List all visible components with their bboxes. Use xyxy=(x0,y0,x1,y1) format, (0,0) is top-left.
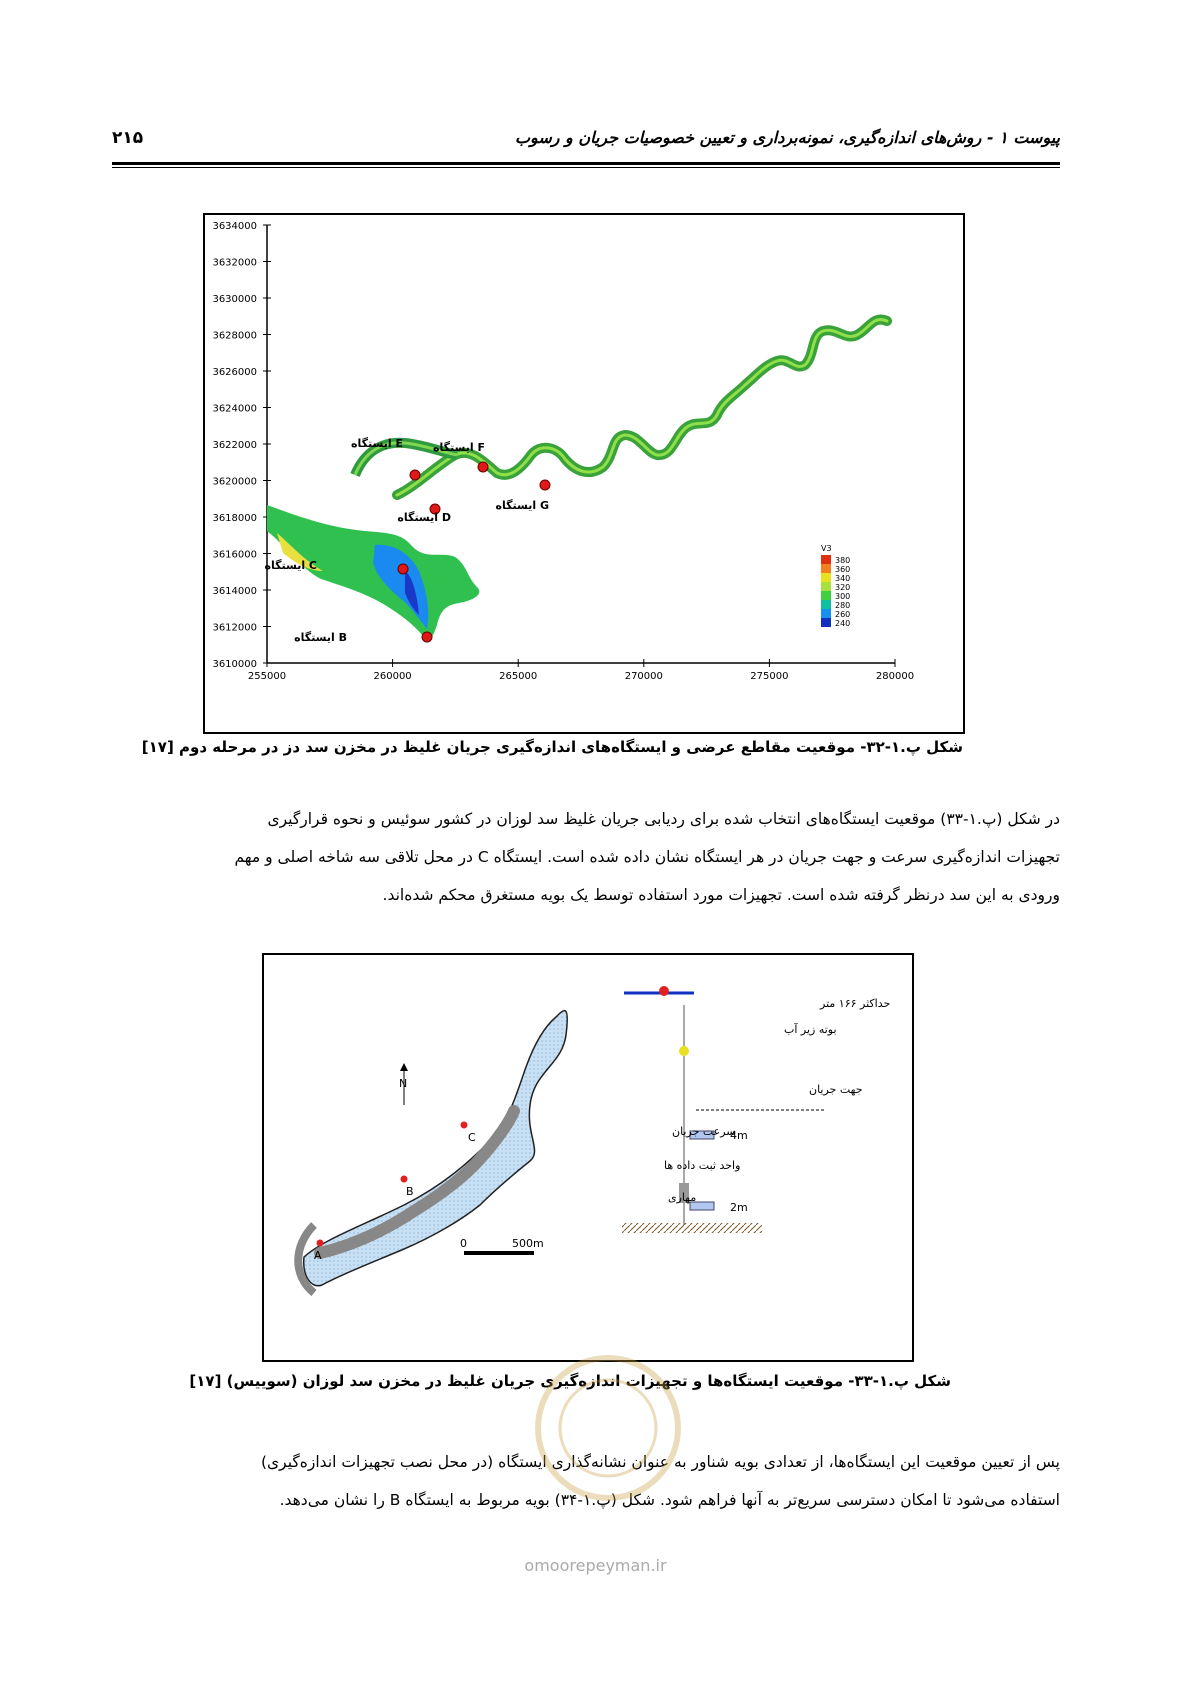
y-tick-label: 3626000 xyxy=(212,367,257,378)
legend-value: 360 xyxy=(835,565,851,574)
station-marker-e xyxy=(410,470,420,480)
figure-dez-reservoir-map xyxy=(203,213,965,734)
station-label-d: D ایستگاه xyxy=(397,511,451,524)
y-tick-label: 3616000 xyxy=(212,549,257,561)
paragraph-2-line-1: پس از تعیین موقعیت این ایستگاه‌ها، از تعدادی بویه شناور به عنوان نشانه‌گذاری ایستگاه (در محل نصب تجهیزات اندازه‌گیری) xyxy=(260,1453,1060,1471)
legend-swatch xyxy=(821,564,831,573)
legend-value: 300 xyxy=(835,592,851,601)
station-marker-c xyxy=(461,1122,468,1129)
legend-swatch xyxy=(821,582,831,591)
paragraph-1-line-2: تجهیزات اندازه‌گیری سرعت و جهت جریان در هر ایستگاه نشان داده شده است. ایستگاه C در محل تلاقی سه شاخه اصلی و مهم xyxy=(234,848,1060,866)
paragraph-1 xyxy=(112,800,1060,914)
x-tick-label: 270000 xyxy=(624,671,663,682)
legend-value: 320 xyxy=(835,583,851,592)
y-tick-label: 3612000 xyxy=(212,622,257,634)
y-tick-label: 3630000 xyxy=(212,294,257,305)
depth-4m: 4m xyxy=(730,1129,748,1142)
legend-value: 380 xyxy=(835,556,851,565)
station-label-f: F ایستگاه xyxy=(433,441,485,454)
header-rule-thin xyxy=(112,167,1060,168)
mooring-labels xyxy=(664,997,890,1204)
page-number: ۲۱۵ xyxy=(112,128,144,148)
legend-value: 280 xyxy=(835,601,851,610)
logger-label: واحد ثبت داده ها xyxy=(664,1159,741,1172)
station-label-c: C xyxy=(468,1131,476,1144)
station-marker-b xyxy=(401,1176,408,1183)
y-tick-label: 3634000 xyxy=(212,221,257,232)
station-label-c: C ایستگاه xyxy=(264,559,317,572)
anchor-label: مهاری xyxy=(668,1191,697,1204)
running-title: پیوست ۱ - روش‌های اندازه‌گیری، نمونه‌برداری و تعیین خصوصیات جریان و رسوب xyxy=(514,128,1060,147)
lugano-diagram-svg xyxy=(264,955,912,1360)
paragraph-2-line-2: استفاده می‌شود تا امکان دسترسی سریع‌تر به آنها فراهم شود. شکل (پ.۱-۳۴) بویه مربوط به ایستگاه B را نشان می‌دهد. xyxy=(279,1491,1060,1509)
reservoir-body xyxy=(267,505,479,641)
figure-lugano-stations xyxy=(262,953,914,1362)
surface-buoy xyxy=(659,986,669,996)
y-tick-label: 3622000 xyxy=(212,440,257,451)
watermark-seal xyxy=(528,1348,688,1508)
buoy-label: بوته زیر آب xyxy=(784,1023,837,1036)
station-label-g: G ایستگاه xyxy=(495,499,549,512)
y-tick-label: 3610000 xyxy=(212,659,257,670)
y-tick-label: 3618000 xyxy=(212,513,257,524)
river-channel-core xyxy=(397,320,887,495)
paragraph-1-line-1: در شکل (پ.۱-۳۳) موقعیت ایستگاه‌های انتخاب شده برای ردیابی جریان غلیظ سد لوزان در کشور سوئیس و نحوه قرارگیری xyxy=(267,810,1060,828)
color-legend xyxy=(821,544,850,628)
station-label-a: A xyxy=(314,1249,322,1262)
y-tick-label: 3620000 xyxy=(212,476,257,488)
x-tick-label: 260000 xyxy=(373,671,412,682)
lake-bed xyxy=(622,1223,762,1233)
legend-swatch xyxy=(821,555,831,564)
legend-swatch xyxy=(821,618,831,627)
legend-swatch xyxy=(821,573,831,582)
y-axis-ticks xyxy=(212,221,271,670)
legend-title: V3 xyxy=(821,544,832,553)
x-tick-label: 280000 xyxy=(875,671,915,682)
y-tick-label: 3624000 xyxy=(212,403,257,415)
paragraph-1-line-3: ورودی به این سد درنظر گرفته شده است. تجهیزات مورد استفاده توسط یک بویه مستغرق محکم شده‌اند. xyxy=(382,886,1060,904)
scale-length: 500m xyxy=(512,1237,544,1250)
station-marker-g xyxy=(540,480,550,490)
station-label-b: B ایستگاه xyxy=(294,631,347,644)
legend-value: 240 xyxy=(835,619,851,628)
legend-swatch xyxy=(821,600,831,609)
header-rule-thick xyxy=(112,162,1060,165)
y-tick-label: 3628000 xyxy=(212,330,257,342)
legend-swatch xyxy=(821,591,831,600)
flow-direction-label: جهت جریان xyxy=(809,1083,863,1096)
north-arrow xyxy=(399,1063,408,1105)
scale-zero: 0 xyxy=(460,1237,467,1250)
flow-speed-label: سرعت جریان xyxy=(672,1125,736,1138)
figure1-caption: شکل پ.۱-۳۲- موقعیت مقاطع عرضی و ایستگاه‌های اندازه‌گیری جریان غلیظ در مخزن سد دز در مرحله دوم [۱۷] xyxy=(141,738,963,756)
legend-value: 340 xyxy=(835,574,851,583)
reservoir-map-svg xyxy=(205,215,963,732)
figure2-caption: شکل پ.۱-۳۳- موقعیت ایستگاه‌ها و تجهیزات اندازه‌گیری جریان غلیظ در مخزن سد لوزان (سوییس) [۱۷] xyxy=(189,1372,951,1390)
max-depth-label: حداکثر ۱۶۶ متر xyxy=(820,997,891,1010)
station-label-e: E ایستگاه xyxy=(351,437,403,450)
station-marker-f xyxy=(478,462,488,472)
legend-value: 260 xyxy=(835,610,851,619)
watermark-text: omoorepeyman.ir xyxy=(524,1556,667,1575)
x-tick-label: 275000 xyxy=(750,671,789,682)
y-tick-label: 3614000 xyxy=(212,586,257,597)
station-marker-b xyxy=(422,632,432,642)
x-tick-label: 265000 xyxy=(499,671,538,682)
x-tick-label: 255000 xyxy=(247,671,287,682)
station-marker-a xyxy=(317,1240,324,1247)
y-tick-label: 3632000 xyxy=(212,257,257,269)
north-label: N xyxy=(399,1077,408,1090)
scale-bar xyxy=(460,1237,544,1255)
sub-buoy xyxy=(679,1046,689,1056)
depth-2m: 2m xyxy=(730,1201,748,1214)
station-marker-c xyxy=(398,564,408,574)
legend-swatch xyxy=(821,609,831,618)
station-label-b: B xyxy=(406,1185,414,1198)
